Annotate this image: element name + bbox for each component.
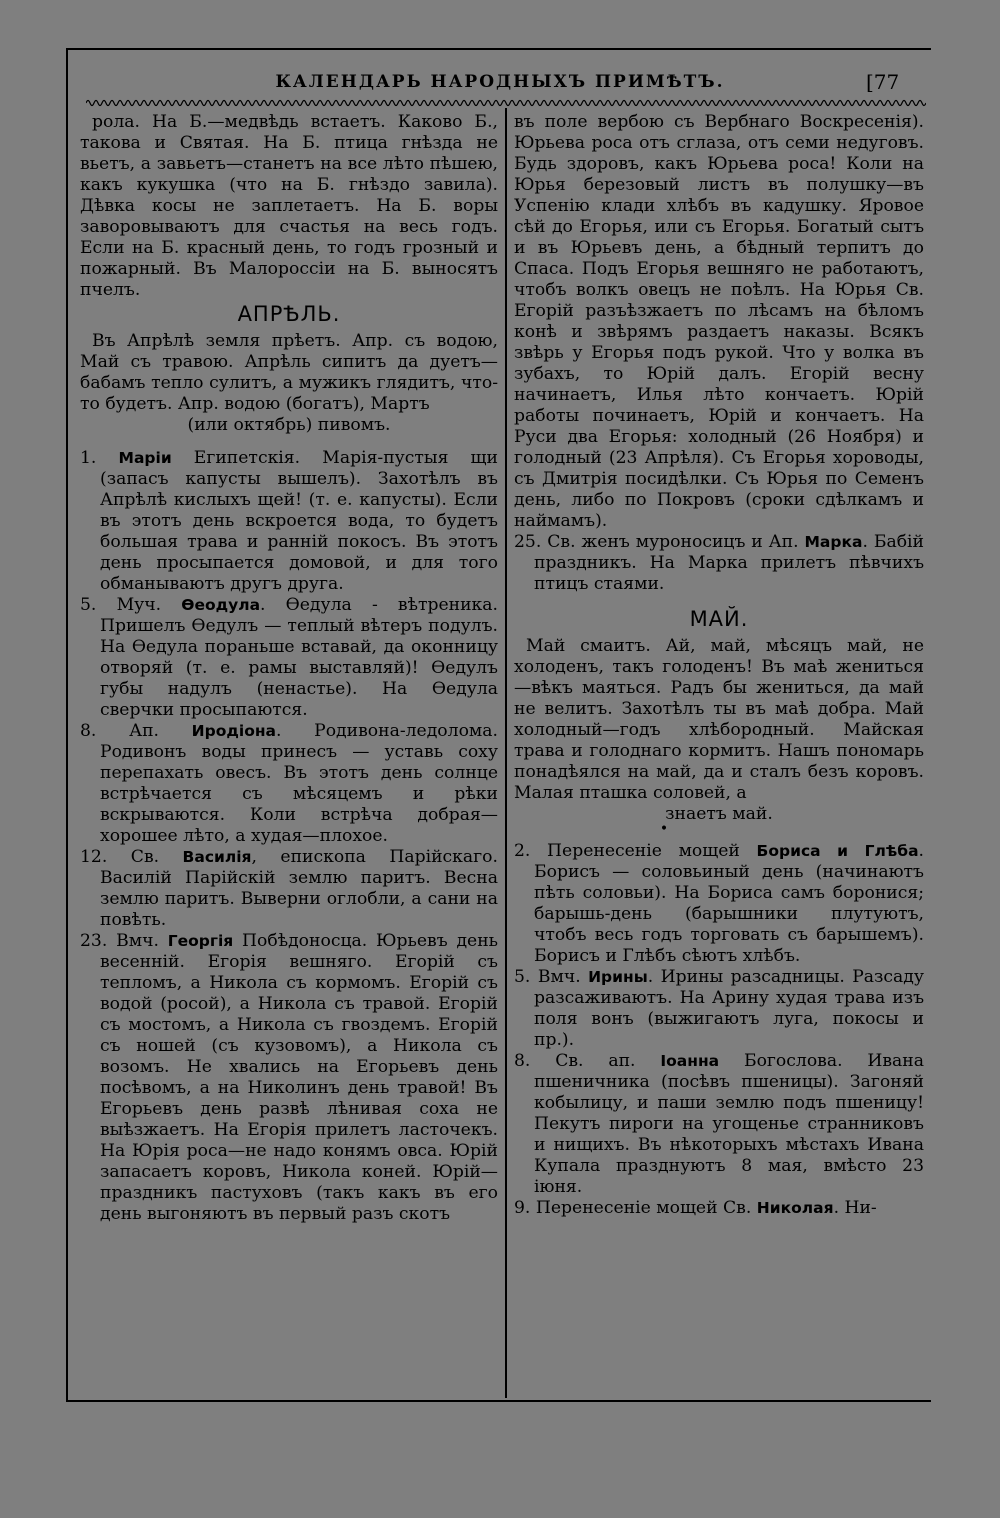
- may-entries: [514, 841, 924, 1219]
- entry-number: 1.: [80, 448, 97, 468]
- calendar-entry: [514, 967, 924, 1051]
- george-continuation: въ поле вербою съ Вербнаго Воскресенія). Юрьева роса отъ сглаза, отъ семи недуговъ. Будь здоровъ, какъ Юрьева роса! Коли на Юрья березовый листъ въ полушку—въ Успенію клади хлѣбъ въ кадушку. Яровое сѣй до Егорья, или съ Егорья. Богатый сытъ и въ Юрьевъ день, а бѣдный терпитъ до Спаса. Подъ Егорья вешняго не работаютъ, чтобъ волкъ овецъ не поѣлъ. На Юрья Св. Егорій разъѣзжаетъ по лѣсамъ на бѣломъ конѣ и звѣрямъ раздаетъ наказы. Всякъ звѣрь у Егорья подъ рукой. Что у волка въ зубахъ, то Юрій далъ. Егорій весну начинаетъ, Илья лѣто кончаетъ. Юрій работы починаетъ, Юрій и кончаетъ. На Руси два Егорья: холодный (26 Ноября) и голодный (23 Апрѣля). Съ Егорья хороводы, съ Дмитрія посидѣлки. Съ Юрья по Семенъ день, либо по Покровъ (сроки сдѣлкамъ и наймамъ).: [514, 112, 924, 531]
- saint-name: Марка: [804, 533, 863, 551]
- frame-left-rule: [66, 48, 68, 1402]
- saint-name: Іоанна: [660, 1052, 720, 1070]
- entry-number: 25.: [514, 532, 542, 552]
- entry-title: Св.: [130, 847, 160, 867]
- entry-title: Св. женъ муроносицъ и Ап.: [547, 532, 799, 552]
- entry-text: . Ирины разсадницы. Разсаду разсаживаютъ. На Арину худая трава изъ поля вонъ (выжигаютъ луга, покосы и пр.).: [534, 967, 924, 1050]
- page-number: [77: [866, 70, 900, 94]
- calendar-entry: [80, 847, 498, 931]
- entry-text: Побѣдоносца. Юрьевъ день весенній. Егорія вешняго. Егорій съ тепломъ, а Никола съ кормомъ. Егорій съ водой (росой), а Никола съ травой. Егорій съ мостомъ, а Никола съ гвоздемъ. Егорій съ ношей (съ кузовомъ), а Никола съ возомъ. Не хвались на Егорьевъ день посѣвомъ, а на Николинъ день травой! Въ Егорьевъ день развѣ лѣнивая соха не выѣзжаетъ. На Егорія прилетъ ласточекъ. На Юрія роса—не надо конямъ овса. Юрій запасаетъ коровъ, Никола коней. Юрій—праздникъ пастуховъ (такъ какъ въ его день выгоняютъ въ первый разъ скотъ: [100, 931, 499, 1224]
- column-divider: [505, 108, 507, 1398]
- april-entries: [80, 448, 498, 1225]
- saint-name: Иродіона: [191, 722, 277, 740]
- calendar-entry: [514, 1198, 924, 1219]
- entry-number: 12.: [80, 847, 108, 867]
- saint-name: Маріи: [118, 449, 172, 467]
- entry-number: 8.: [514, 1051, 531, 1071]
- bullet-mark: •: [659, 821, 669, 837]
- entry-title: Перенесеніе мощей: [547, 841, 740, 861]
- may-intro-end: знаетъ май.: [665, 804, 773, 824]
- right-column: [514, 112, 924, 1219]
- entry-text: , епископа Парійскаго. Василій Парійскій землю паритъ. Весна землю паритъ. Выверни оглобли, а сани на повѣть.: [100, 847, 498, 930]
- entry-number: 9.: [514, 1198, 531, 1218]
- entry-title: Св. ап.: [555, 1051, 636, 1071]
- left-column: [80, 112, 498, 1225]
- calendar-entry: [80, 595, 498, 721]
- entry-text: . Бабій праздникъ. На Марка прилетъ пѣвчихъ птицъ стаями.: [534, 532, 925, 594]
- calendar-entry: [80, 448, 498, 595]
- entry-text: . Ни-: [833, 1198, 877, 1218]
- entry-number: 5.: [80, 595, 97, 615]
- entry-text: Богослова. Ивана пшеничника (посѣвъ пшеницы). Загоняй кобылицу, и паши землю подъ пшеницу! Пекутъ пироги на угощенье странниковъ и нищихъ. Въ нѣкоторыхъ мѣстахъ Ивана Купала празднуютъ 8 мая, вмѣсто 23 іюня.: [534, 1051, 925, 1197]
- entry-number: 23.: [80, 931, 108, 951]
- entry-text: . Ѳедула - вѣтреника. Пришелъ Ѳедулъ — теплый вѣтеръ подулъ. На Ѳедула пораньше вставай, да оконницу отворяй (т. е. рамы выставляй)! Ѳедулъ губы надулъ (ненастье). На Ѳедула сверчки просыпаются.: [100, 595, 498, 720]
- entry-text: . Борисъ — соловьиный день (начинаютъ пѣть соловьи). На Бориса самъ боронися; барышь-день (барышники плутуютъ, чтобъ весь годъ торговать съ барышемъ). Борисъ и Глѣбъ сѣютъ хлѣбъ.: [534, 841, 925, 966]
- entry-text: Египетскія. Марія-пустыя щи (запасъ капусты вышелъ). Захотѣлъ въ Апрѣлѣ кислыхъ щей! (т. е. капусты). Если въ этотъ день вскроется вода, то будетъ большая трава и раннiй покосъ. Въ этотъ день просыпается домовой, и для того обманываютъ другъ друга.: [100, 448, 498, 594]
- may-intro: Май смаитъ. Ай, май, мѣсяцъ май, не холоденъ, такъ голоденъ! Въ маѣ жениться—вѣкъ маяться. Радъ бы жениться, да май не велитъ. Захотѣлъ ты въ маѣ добра. Май холодный—годъ хлѣбородный. Майская трава и голоднаго кормитъ. Нашъ пономарь понадѣялся на май, да и сталъ безъ коровъ. Малая пташка соловей, а: [514, 636, 924, 803]
- saint-name: Ѳеодула: [181, 596, 261, 614]
- entry-title: Перенесеніе мощей Св.: [535, 1198, 752, 1218]
- april-heading: АПРѢЛЬ.: [237, 302, 341, 326]
- calendar-entry: [80, 931, 498, 1225]
- april-entries-continued: [514, 532, 924, 595]
- april-intro: Въ Апрѣлѣ земля прѣетъ. Апр. съ водою, Май съ травою. Апрѣль сипитъ да дуетъ—бабамъ тепло сулитъ, а мужикъ глядитъ, что-то будетъ. Апр. водою (богатъ), Мартъ: [80, 331, 498, 414]
- b-day-continuation: рола. На Б.—медвѣдь встаетъ. Каково Б., такова и Святая. На Б. птица гнѣзда не вьетъ, а завьетъ—станетъ на все лѣто пѣшею, какъ кукушка (что на Б. гнѣздо завила). Дѣвка косы не заплетаетъ. На Б. воры заворовываютъ для счастья на весь годъ. Если на Б. красный день, то годъ грозный и пожарный. Въ Малороссіи на Б. выносятъ пчелъ.: [80, 112, 498, 300]
- saint-name: Ирины: [588, 968, 648, 986]
- may-heading: МАЙ.: [689, 607, 749, 631]
- running-title: КАЛЕНДАРЬ НАРОДНЫХЪ ПРИМѢТЪ.: [275, 72, 725, 92]
- april-intro-end: (или октябрь) пивомъ.: [187, 415, 391, 435]
- entry-number: 5.: [514, 967, 531, 987]
- entry-number: 2.: [514, 841, 531, 861]
- calendar-entry: [514, 532, 924, 595]
- entry-title: Вмч.: [537, 967, 581, 987]
- entry-number: 8.: [80, 721, 97, 741]
- calendar-entry: [514, 841, 924, 967]
- saint-name: Георгія: [167, 932, 234, 950]
- saint-name: Бориса и Глѣба: [756, 842, 919, 860]
- calendar-entry: [514, 1051, 924, 1198]
- entry-text: . Родивона-ледолома. Родивонъ воды принесъ — уставь соху перепахать овесъ. Въ этотъ день солнце встрѣчается съ мѣсяцемъ и рѣки вскрываются. Коли встрѣча добрая—хорошее лѣто, а худая—плохое.: [100, 721, 498, 846]
- calendar-entry: [80, 721, 498, 847]
- frame-top-rule: [68, 48, 931, 50]
- entry-title: Ап.: [129, 721, 159, 741]
- saint-name: Василія: [182, 848, 252, 866]
- frame-bottom-rule: [66, 1400, 931, 1402]
- saint-name: Николая: [756, 1199, 834, 1217]
- entry-title: Вмч.: [116, 931, 159, 951]
- entry-title: Муч.: [116, 595, 162, 615]
